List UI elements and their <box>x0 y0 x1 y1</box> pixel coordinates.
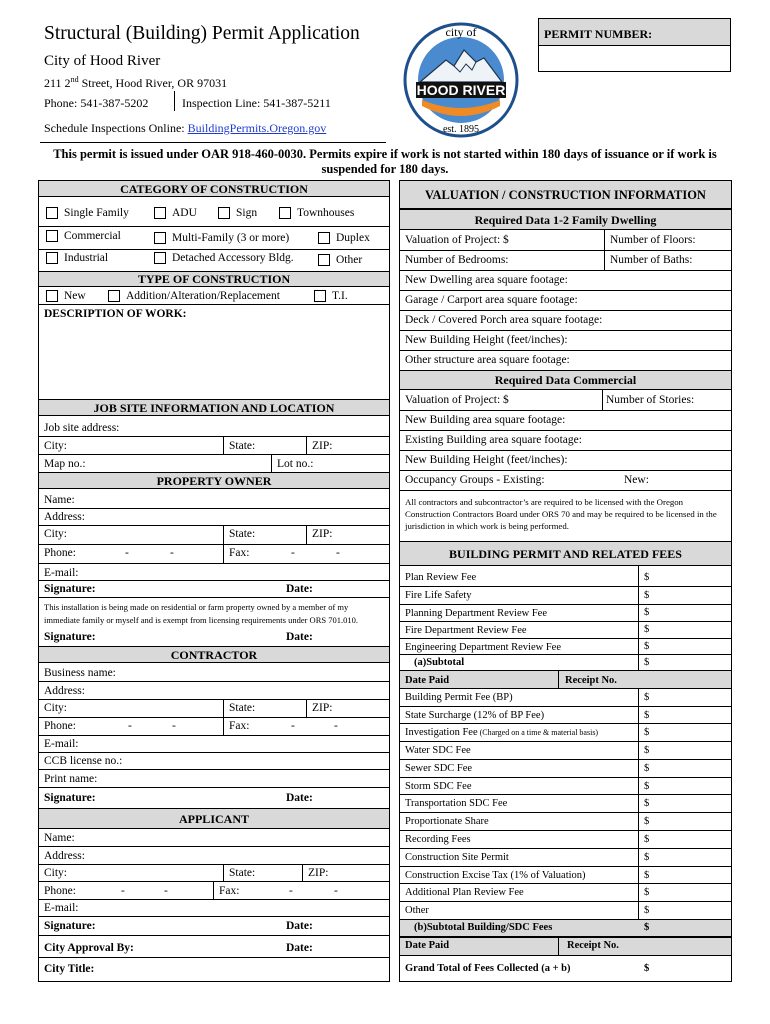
contractor-date: Date: <box>286 792 313 804</box>
description-label: DESCRIPTION OF WORK: <box>44 308 187 320</box>
fee-building-permit: Building Permit Fee (BP) <box>405 692 513 703</box>
grand-total-dollar: $ <box>644 963 650 974</box>
contractor-fax: Fax: <box>229 720 250 732</box>
applicant-email: E-mail: <box>44 902 79 914</box>
other-category-checkbox[interactable] <box>318 254 330 266</box>
res-other-area: Other structure area square footage: <box>405 354 570 366</box>
fee-row-label: Transportation SDC Fee <box>405 798 508 810</box>
contractor-heading: CONTRACTOR <box>170 648 258 662</box>
applicant-phone-dash: - <box>164 885 168 897</box>
contractor-signature: Signature: <box>44 792 96 804</box>
type-new-label: New <box>64 290 86 302</box>
com-height: New Building Height (feet/inches): <box>405 454 568 466</box>
contractor-state: State: <box>229 702 256 714</box>
fee-dollar: $ <box>644 657 650 668</box>
type-ti-checkbox[interactable] <box>314 290 326 302</box>
adu-checkbox[interactable] <box>154 207 166 219</box>
contractor-city: City: <box>44 702 68 714</box>
fee-dollar: $ <box>644 780 650 792</box>
fee-dollar: $ <box>644 624 650 635</box>
applicant-fax-dash: - <box>289 885 293 897</box>
commercial-label: Commercial <box>64 230 121 242</box>
receipt-no-a: Receipt No. <box>565 675 617 686</box>
fee-dollar: $ <box>644 887 650 899</box>
owner-signature-2: Signature: <box>44 631 96 643</box>
grand-total: Grand Total of Fees Collected (a + b) <box>405 963 571 974</box>
city-name: City of Hood River <box>44 53 161 69</box>
contractor-phone-dash: - <box>172 720 176 732</box>
valuation-heading: VALUATION / CONSTRUCTION INFORMATION <box>425 188 706 202</box>
svg-text:HOOD RIVER: HOOD RIVER <box>416 82 506 98</box>
commercial-checkbox[interactable] <box>46 230 58 242</box>
applicant-signature: Signature: <box>44 920 96 932</box>
city-approval-date: Date: <box>286 942 313 954</box>
owner-phone: Phone: <box>44 547 76 559</box>
applicant-address: Address: <box>44 850 85 862</box>
applicant-fax: Fax: <box>219 885 240 897</box>
city-address: 211 2nd Street, Hood River, OR 97031 <box>44 75 228 90</box>
owner-heading: PROPERTY OWNER <box>156 474 272 488</box>
other-category-label: Other <box>336 254 363 266</box>
fee-dollar: $ <box>644 590 650 601</box>
fee-dollar: $ <box>644 710 650 721</box>
contractor-zip: ZIP: <box>312 702 333 714</box>
owner-email: E-mail: <box>44 567 79 579</box>
type-new-checkbox[interactable] <box>46 290 58 302</box>
job-site-state: State: <box>229 440 256 452</box>
contractor-ccb: CCB license no.: <box>44 755 123 767</box>
sign-checkbox[interactable] <box>218 207 230 219</box>
fee-dollar: $ <box>644 745 650 756</box>
fee-row-label: Proportionate Share <box>405 816 489 828</box>
applicant-date: Date: <box>286 920 313 932</box>
fee-dollar: $ <box>644 572 650 583</box>
industrial-label: Industrial <box>64 252 109 264</box>
subtotal-b: (b)Subtotal Building/SDC Fees <box>414 922 553 933</box>
applicant-zip: ZIP: <box>308 867 329 879</box>
applicant-state: State: <box>229 867 256 879</box>
com-new-area: New Building area square footage: <box>405 414 566 426</box>
contractor-phone-dash: - <box>128 720 132 732</box>
contractor-address: Address: <box>44 685 85 697</box>
com-stories: Number of Stories: <box>606 394 695 406</box>
fee-fire-life-safety: Fire Life Safety <box>405 590 472 601</box>
applicant-phone-dash: - <box>121 885 125 897</box>
owner-date: Date: <box>286 583 313 595</box>
duplex-checkbox[interactable] <box>318 232 330 244</box>
com-occupancy-new: New: <box>624 474 649 486</box>
date-paid-a: Date Paid <box>405 675 450 686</box>
fee-dollar: $ <box>644 692 650 703</box>
schedule-inspections: Schedule Inspections Online: BuildingPermits.Oregon.gov <box>44 121 327 135</box>
city-logo <box>396 20 526 140</box>
fee-dollar: $ <box>644 641 650 652</box>
sign-label: Sign <box>236 207 258 219</box>
job-site-zip: ZIP: <box>312 440 333 452</box>
fee-row-label: Sewer SDC Fee <box>405 762 473 774</box>
applicant-heading: APPLICANT <box>178 812 249 826</box>
owner-exempt-note: This installation is being made on residential or farm property owned by a member of my immediate family or myself and is exempt from licensing requirements under ORS 701.010. <box>44 602 358 625</box>
contractor-phone: Phone: <box>44 720 76 732</box>
owner-address: Address: <box>44 511 85 523</box>
type-addition-checkbox[interactable] <box>108 290 120 302</box>
res-dwelling-area: New Dwelling area square footage: <box>405 274 568 286</box>
inspection-line: Inspection Line: 541-387-5211 <box>182 96 331 110</box>
building-permits-link[interactable]: BuildingPermits.Oregon.gov <box>187 121 327 135</box>
date-paid-b: Date Paid <box>405 940 450 951</box>
fee-row-label: Water SDC Fee <box>405 745 471 756</box>
city-approval: City Approval By: <box>44 942 134 954</box>
form-title: Structural (Building) Permit Application <box>44 23 360 44</box>
map-no: Map no.: <box>44 458 86 470</box>
fee-dollar: $ <box>644 922 650 933</box>
multi-family-checkbox[interactable] <box>154 232 166 244</box>
fee-dollar: $ <box>644 869 650 881</box>
receipt-no-b: Receipt No. <box>567 940 619 951</box>
license-note: All contractors and subcontractor’s are required to be licensed with the Oregon Construction Contractors Board under ORS 70 and may be required to be licensed in the jurisdiction in which work is being performed. <box>405 497 717 531</box>
job-site-city: City: <box>44 440 68 452</box>
res-baths: Number of Baths: <box>610 254 693 266</box>
fee-investigation: Investigation Fee (Charged on a time & material basis) <box>405 727 599 738</box>
contractor-email: E-mail: <box>44 738 79 750</box>
fee-dollar: $ <box>644 834 650 845</box>
fees-heading: BUILDING PERMIT AND RELATED FEES <box>449 547 682 561</box>
adu-label: ADU <box>172 207 197 219</box>
industrial-checkbox[interactable] <box>46 252 58 264</box>
owner-name: Name: <box>44 494 75 506</box>
com-existing-area: Existing Building area square footage: <box>405 434 582 446</box>
fee-row-label: Construction Excise Tax (1% of Valuation) <box>405 869 586 881</box>
fee-plan-review: Plan Review Fee <box>405 572 477 583</box>
owner-city: City: <box>44 528 68 540</box>
commercial-heading: Required Data Commercial <box>494 373 637 387</box>
applicant-name: Name: <box>44 832 75 844</box>
res-valuation: Valuation of Project: $ <box>405 234 509 246</box>
fee-dollar: $ <box>644 851 650 863</box>
fee-row-label: Construction Site Permit <box>405 851 509 863</box>
applicant-city: City: <box>44 867 68 879</box>
owner-phone-dash: - <box>125 547 129 559</box>
owner-fax-dash: - <box>336 547 340 559</box>
type-heading: TYPE OF CONSTRUCTION <box>137 272 291 286</box>
applicant-phone: Phone: <box>44 885 76 897</box>
com-occupancy: Occupancy Groups - Existing: <box>405 474 545 486</box>
residential-heading: Required Data 1-2 Family Dwelling <box>474 213 657 227</box>
res-deck-area: Deck / Covered Porch area square footage: <box>405 314 603 326</box>
contractor-fax-dash: - <box>334 720 338 732</box>
fee-row-label: Storm SDC Fee <box>405 780 472 792</box>
single-family-checkbox[interactable] <box>46 207 58 219</box>
job-site-address: Job site address: <box>44 422 120 434</box>
contractor-print-name: Print name: <box>44 773 98 785</box>
city-phone: Phone: 541-387-5202 <box>44 96 149 110</box>
fee-dollar: $ <box>644 727 650 738</box>
fee-dollar: $ <box>644 798 650 810</box>
owner-fax: Fax: <box>229 547 250 559</box>
townhouses-checkbox[interactable] <box>279 207 291 219</box>
owner-zip: ZIP: <box>312 528 333 540</box>
fee-row-label: Other <box>405 905 429 917</box>
owner-signature: Signature: <box>44 583 96 595</box>
com-valuation: Valuation of Project: $ <box>405 394 509 406</box>
contractor-fax-dash: - <box>291 720 295 732</box>
single-family-label: Single Family <box>64 207 129 219</box>
res-height: New Building Height (feet/inches): <box>405 334 568 346</box>
fee-dollar: $ <box>644 762 650 774</box>
fee-row-label: Recording Fees <box>405 834 471 845</box>
detached-accessory-checkbox[interactable] <box>154 252 166 264</box>
owner-fax-dash: - <box>291 547 295 559</box>
permit-number-input[interactable] <box>542 52 727 66</box>
fee-row-label: Additional Plan Review Fee <box>405 887 524 899</box>
fee-dollar: $ <box>644 607 650 618</box>
applicant-fax-dash: - <box>334 885 338 897</box>
res-bedrooms: Number of Bedrooms: <box>405 254 509 266</box>
category-heading: CATEGORY OF CONSTRUCTION <box>120 182 308 196</box>
svg-text:est. 1895: est. 1895 <box>442 124 480 135</box>
fee-dollar: $ <box>644 816 650 828</box>
contractor-business: Business name: <box>44 667 116 679</box>
city-title: City Title: <box>44 963 95 975</box>
owner-state: State: <box>229 528 256 540</box>
fee-engineering-review: Engineering Department Review Fee <box>405 642 561 653</box>
fee-fire-dept-review: Fire Department Review Fee <box>405 625 527 636</box>
lot-no: Lot no.: <box>277 458 314 470</box>
fee-state-surcharge: State Surcharge (12% of BP Fee) <box>405 710 545 721</box>
detached-accessory-label: Detached Accessory Bldg. <box>172 252 294 264</box>
duplex-label: Duplex <box>336 232 370 244</box>
description-input[interactable] <box>44 324 384 396</box>
res-garage-area: Garage / Carport area square footage: <box>405 294 578 306</box>
townhouses-label: Townhouses <box>297 207 355 219</box>
owner-phone-dash: - <box>170 547 174 559</box>
svg-text:city of: city of <box>445 25 477 39</box>
subtotal-a: (a)Subtotal <box>414 657 465 668</box>
permit-number-label: PERMIT NUMBER: <box>544 27 653 41</box>
type-addition-label: Addition/Alteration/Replacement <box>126 290 280 302</box>
fee-dollar: $ <box>644 905 650 917</box>
res-floors: Number of Floors: <box>610 234 696 246</box>
owner-date-2: Date: <box>286 631 313 643</box>
permit-notice: This permit is issued under OAR 918-460-0030. Permits expire if work is not started within 180 days of issuance or if work is suspended for 180 days. <box>53 147 717 176</box>
multi-family-label: Multi-Family (3 or more) <box>172 232 290 244</box>
type-ti-label: T.I. <box>332 290 348 302</box>
fee-planning-review: Planning Department Review Fee <box>405 608 548 619</box>
job-site-heading: JOB SITE INFORMATION AND LOCATION <box>93 401 335 415</box>
